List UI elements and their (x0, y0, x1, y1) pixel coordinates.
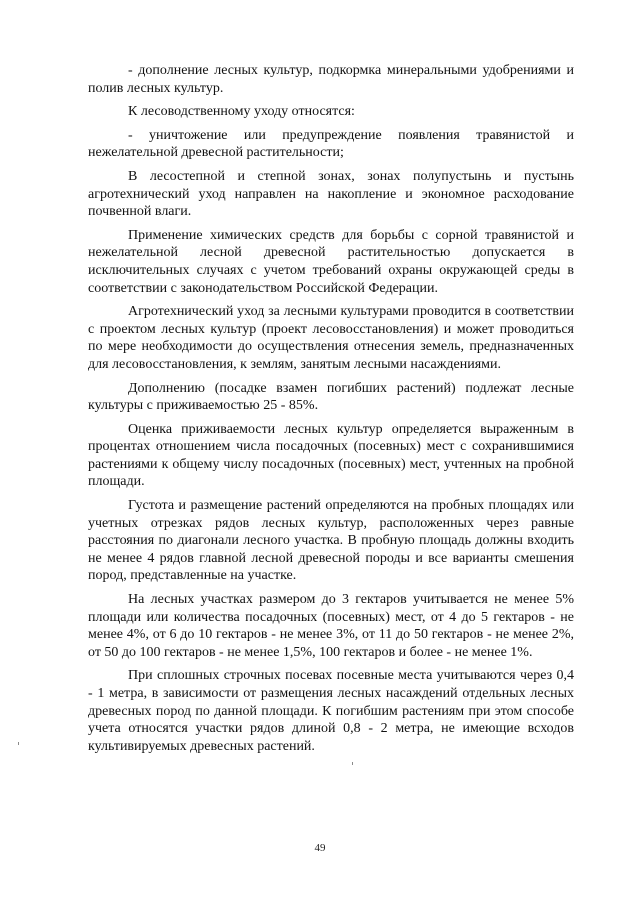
scan-speck (18, 742, 19, 745)
paragraph-6: Агротехнический уход за лесными культурами проводится в соответствии с проектом лесных культур (проект лесовосстановления) и может проводиться по мере необходимости до осуществления отнесения земель, предназначенных для лесовосстановления, к землям, занятым лесными насаждениями. (88, 304, 574, 372)
document-page (88, 62, 574, 761)
paragraph-1: - дополнение лесных культур, подкормка минеральными удобрениями и полив лесных культур. (88, 63, 574, 96)
paragraph-10: На лесных участках размером до 3 гектаров учитывается не менее 5% площади или количества посадочных (посевных) мест, от 4 до 5 гектаров - не менее 4%, от 6 до 10 гектаров - не менее 3%, от 11 до 50 гектаров - не менее 2%, от 50 до 100 гектаров - не менее 1,5%, 100 гектаров и более - не менее 1%. (88, 592, 574, 660)
page-number: 49 (314, 842, 326, 854)
scan-speck (352, 762, 353, 765)
paragraph-3: - уничтожение или предупреждение появления травянистой и нежелательной древесной растительности; (88, 127, 574, 161)
paragraph-5: Применение химических средств для борьбы с сорной травянистой и нежелательной лесной древесной растительностью допускается в исключительных случаях с учетом требований охраны окружающей среды в соответствии с законодательством Российской Федерации. (88, 227, 574, 296)
paragraph-7: Дополнению (посадке взамен погибших растений) подлежат лесные культуры с приживаемостью 25 - 85%. (88, 380, 574, 414)
paragraph-11: При сплошных строчных посевах посевные места учитываются через 0,4 - 1 метра, в зависимости от размещения лесных насаждений отдельных лесных древесных пород по данной площади. К погибшим растениям при этом способе учета относятся участки рядов длиной 0,8 - 2 метра, не имеющие всходов культивируемых древесных растений. (88, 668, 574, 754)
paragraph-8: Оценка приживаемости лесных культур определяется выраженным в процентах отношением числа посадочных (посевных) мест с сохранившимися растениями к общему числу посадочных (посевных) мест, учтенных на пробной площади. (88, 421, 574, 490)
paragraph-9: Густота и размещение растений определяются на пробных площадях или учетных отрезках рядов лесных культур, расположенных через равные расстояния по диагонали лесного участка. В пробную площадь должны входить не менее 4 рядов главной лесной древесной породы и все варианты смешения пород, представленные на участке. (88, 498, 574, 584)
paragraph-2: К лесоводственному уходу относятся: (128, 104, 355, 120)
paragraph-4: В лесостепной и степной зонах, зонах полупустынь и пустынь агротехнический уход направлен на накопление и экономное расходование почвенной влаги. (88, 168, 574, 220)
